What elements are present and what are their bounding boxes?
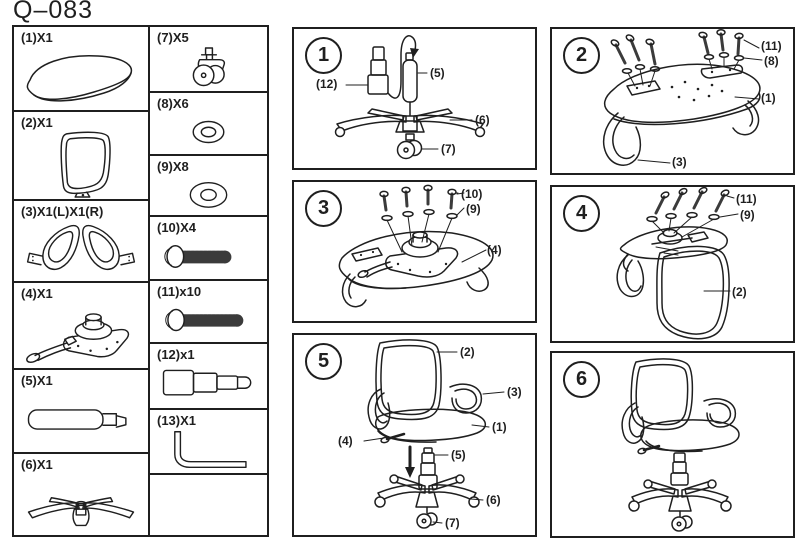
part-ref-label: (12) <box>316 77 338 91</box>
part-ref-label: (6) <box>486 493 501 507</box>
part-ref-label: (7) <box>441 142 456 156</box>
step-number-2: 2 <box>563 37 600 74</box>
part-cell-allen-key <box>148 408 269 475</box>
part-cell-washer-large <box>148 154 269 217</box>
part-label: (2)X1 <box>21 115 53 130</box>
gas-lift-drawing <box>14 388 148 451</box>
caster-drawing <box>150 45 267 90</box>
part-ref-label: (8) <box>764 54 779 68</box>
part-label: (13)X1 <box>157 413 197 428</box>
part-label: (1)X1 <box>21 30 53 45</box>
part-ref-label: (3) <box>672 155 687 169</box>
part-label: (7)X5 <box>157 30 189 45</box>
part-ref-label: (9) <box>466 202 481 216</box>
part-label: (12)x1 <box>157 347 195 362</box>
part-cell-screw-short <box>148 215 269 281</box>
step-number-1: 1 <box>305 37 342 74</box>
part-label: (3)X1(L)X1(R) <box>21 204 104 219</box>
part-cell-screw-long <box>148 279 269 344</box>
part-ref-label: (11) <box>761 39 782 53</box>
step-panel-5 <box>292 333 537 537</box>
screw-short-drawing <box>150 235 267 278</box>
seat-drawing <box>14 45 148 109</box>
part-cell-backrest <box>12 110 150 201</box>
step-panel-2 <box>550 27 795 175</box>
base-drawing <box>14 472 148 534</box>
backrest-drawing <box>14 130 148 198</box>
part-ref-label: (5) <box>430 66 445 80</box>
part-cell-telescopic-cover <box>148 342 269 410</box>
part-cell-gas-lift <box>12 368 150 454</box>
armrest-pair-drawing <box>14 219 148 280</box>
part-ref-label: (2) <box>460 345 475 359</box>
part-cell-base <box>12 452 150 537</box>
part-cell-caster <box>148 25 269 93</box>
part-label: (10)X4 <box>157 220 197 235</box>
mechanism-drawing <box>14 301 148 367</box>
part-label: (8)X6 <box>157 96 189 111</box>
allen-key-drawing <box>150 428 267 472</box>
part-ref-label: (2) <box>732 285 747 299</box>
step-number-5: 5 <box>305 343 342 380</box>
part-cell-empty <box>148 473 269 537</box>
step-panel-6 <box>550 351 795 538</box>
part-label: (9)X8 <box>157 159 189 174</box>
step-number-6: 6 <box>563 361 600 398</box>
step-panel-4 <box>550 185 795 343</box>
part-ref-label: (9) <box>740 208 755 222</box>
part-label: (4)X1 <box>21 286 53 301</box>
step-number-4: 4 <box>563 195 600 232</box>
part-ref-label: (11) <box>736 192 757 206</box>
part-label: (11)x10 <box>157 284 202 299</box>
part-ref-label: (3) <box>507 385 522 399</box>
part-cell-seat <box>12 25 150 112</box>
part-ref-label: (6) <box>475 113 490 127</box>
part-ref-label: (1) <box>761 91 776 105</box>
part-ref-label: (4) <box>487 243 502 257</box>
parts-list-table <box>12 25 269 537</box>
part-cell-mechanism <box>12 281 150 370</box>
part-label: (5)X1 <box>21 373 53 388</box>
part-ref-label: (10) <box>461 187 483 201</box>
washer-small-drawing <box>150 111 267 153</box>
model-number-title: Q–083 <box>13 0 94 24</box>
part-ref-label: (5) <box>451 448 466 462</box>
part-label: (6)X1 <box>21 457 53 472</box>
telescopic-cover-drawing <box>150 362 267 407</box>
step-panel-1 <box>292 27 537 170</box>
screw-long-drawing <box>150 299 267 341</box>
step-panel-3 <box>292 180 537 323</box>
part-ref-label: (7) <box>445 516 460 530</box>
washer-large-drawing <box>150 174 267 214</box>
part-ref-label: (1) <box>492 420 507 434</box>
part-cell-washer-small <box>148 91 269 156</box>
step-number-3: 3 <box>305 190 342 227</box>
part-cell-armrests <box>12 199 150 283</box>
part-ref-label: (4) <box>338 434 353 448</box>
